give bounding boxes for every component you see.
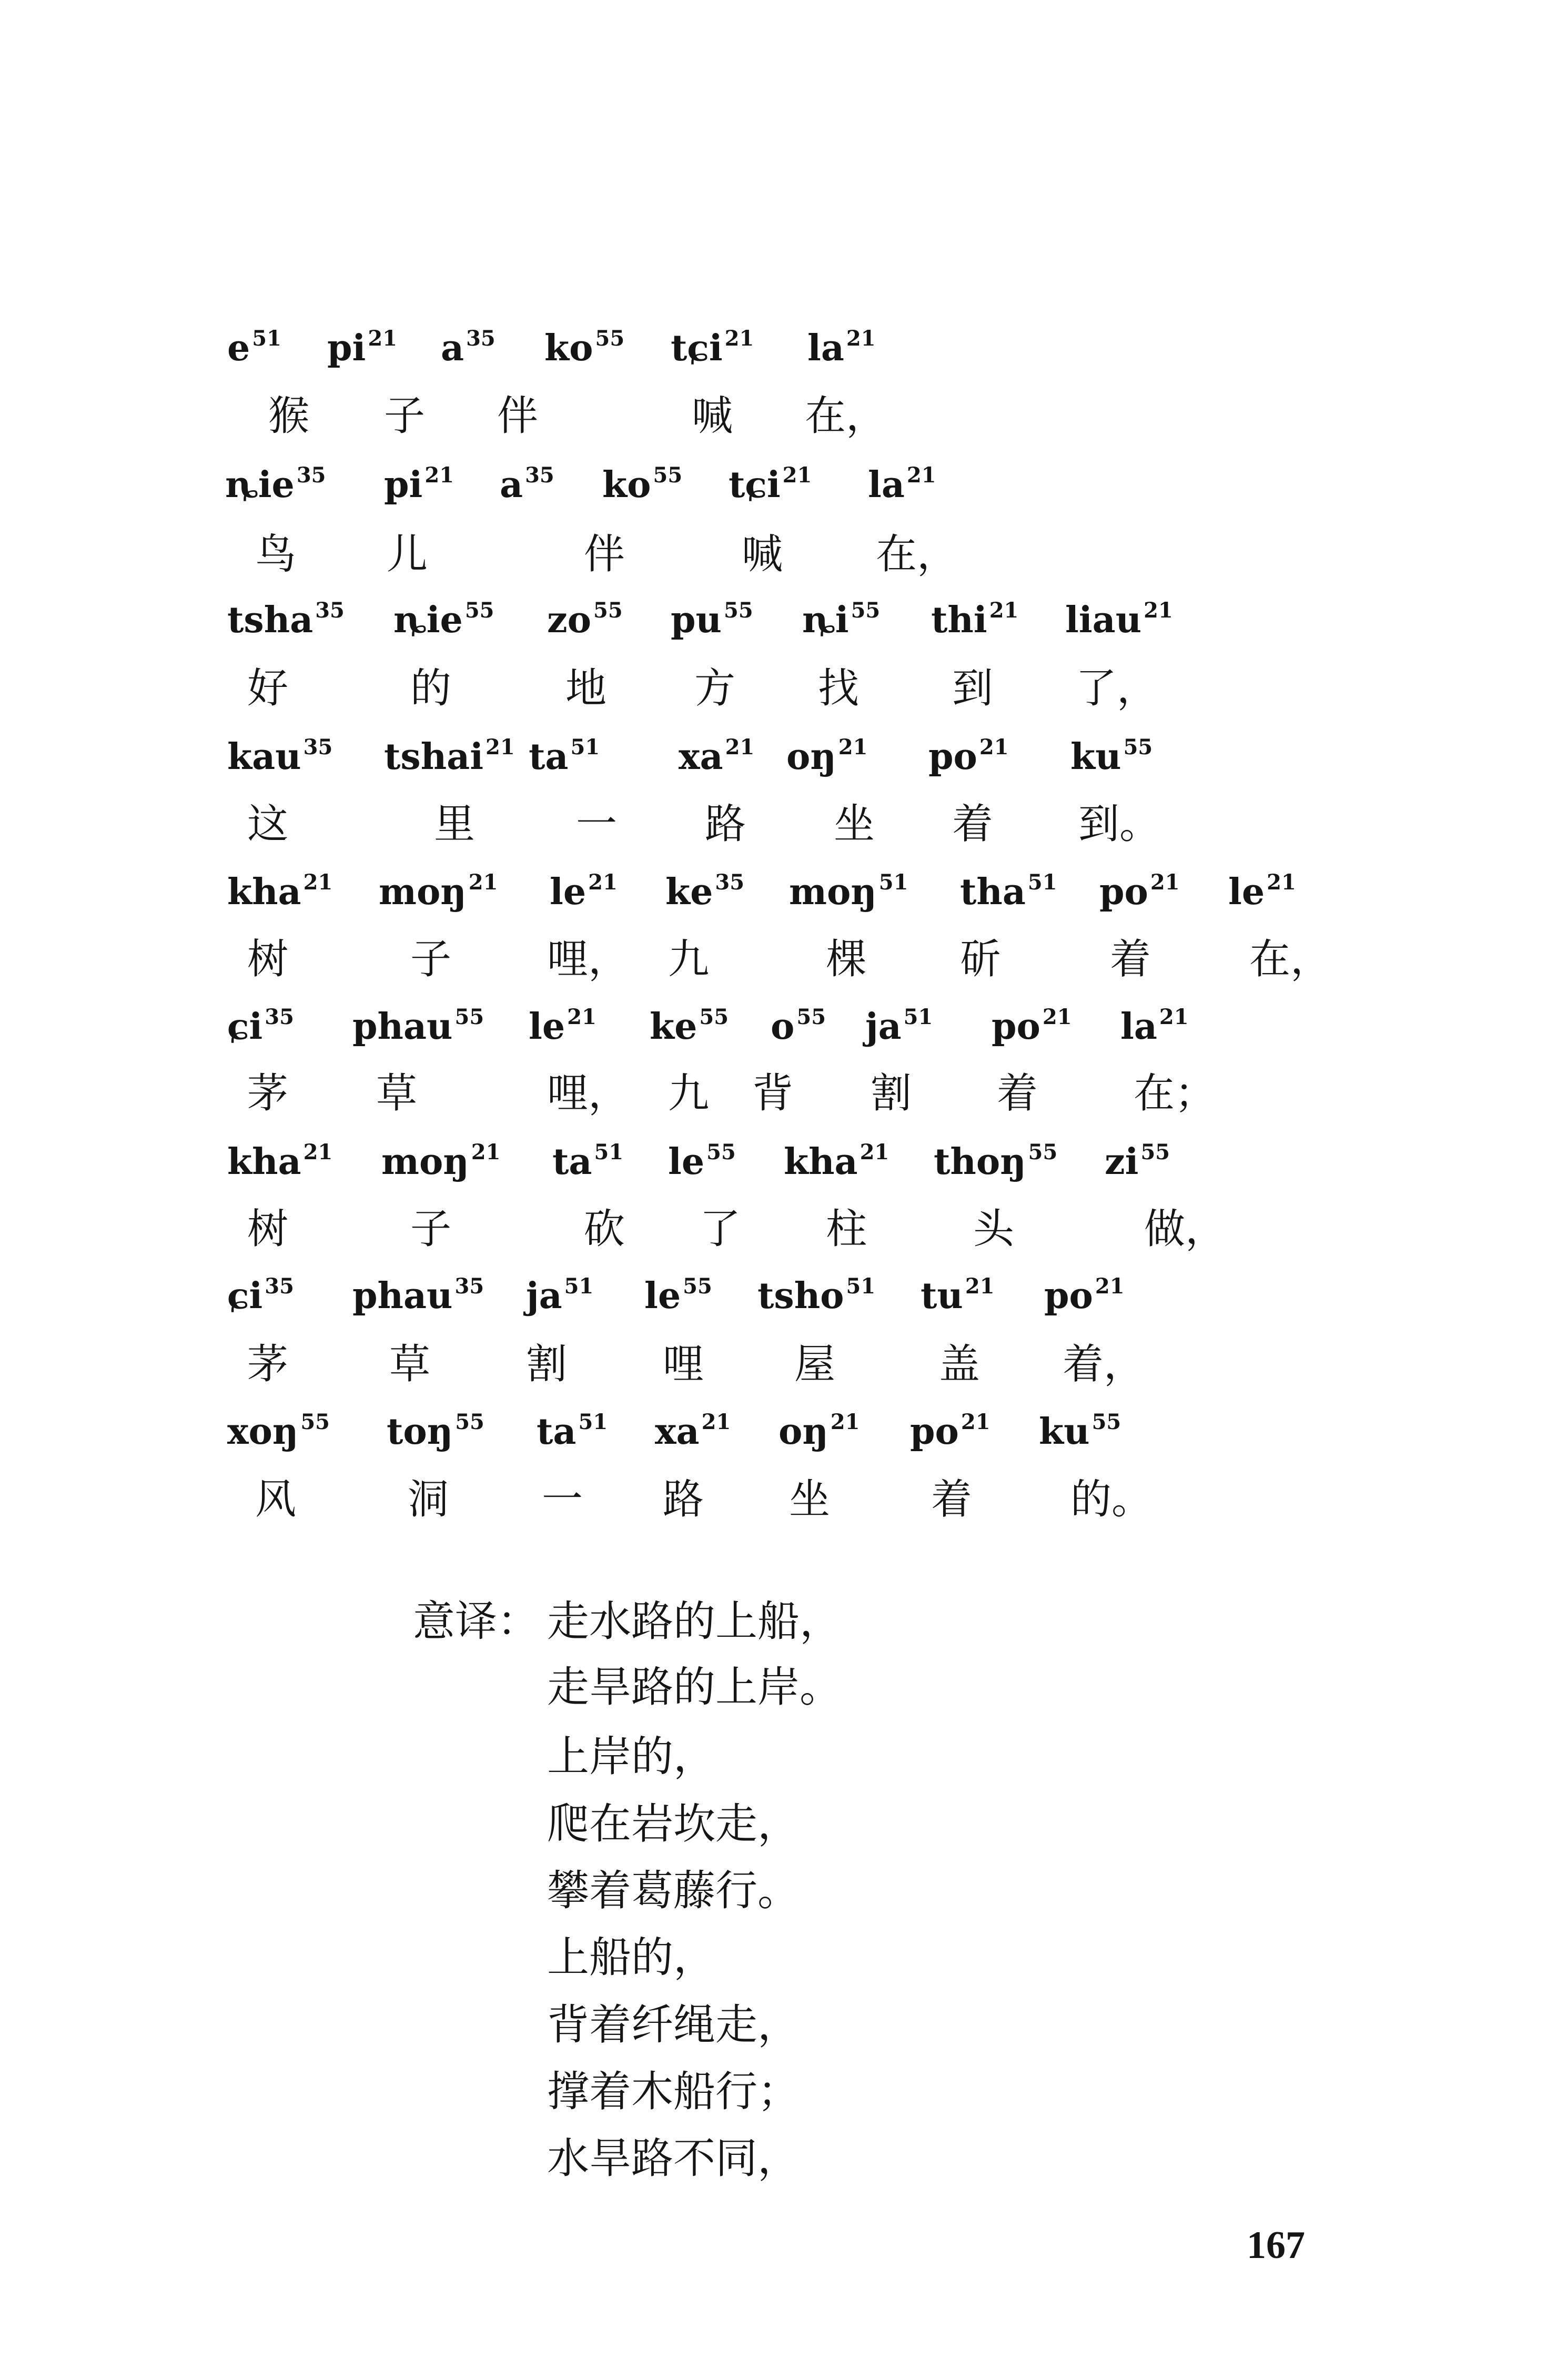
phonetic-syllable (802, 598, 881, 641)
tone-number: 51 (594, 1140, 624, 1164)
tone-number: 51 (1027, 870, 1057, 895)
translation-line: 上岸的， (547, 1732, 715, 1781)
syllable-text: thoŋ (934, 1141, 1026, 1183)
tone-number: 51 (570, 735, 600, 759)
syllable-text: xoŋ (227, 1411, 299, 1453)
syllable-text: ja (526, 1275, 562, 1317)
phonetic-syllable (928, 735, 1009, 778)
gloss-word: 哩， (547, 936, 630, 983)
phonetic-syllable (679, 735, 755, 778)
tone-number: 21 (303, 870, 333, 895)
syllable-text: tɕi (671, 327, 723, 369)
tone-number: 21 (468, 870, 498, 895)
phonetic-syllable (934, 1140, 1058, 1183)
tone-number: 55 (1028, 1140, 1058, 1164)
phonetic-syllable (227, 735, 333, 778)
syllable-text: le (668, 1141, 705, 1183)
syllable-text: kha (227, 871, 301, 913)
syllable-text: ko (544, 327, 593, 369)
phonetic-syllable (789, 870, 908, 913)
phonetic-syllable (500, 463, 554, 506)
phonetic-syllable (537, 1410, 608, 1453)
gloss-word: 在， (805, 392, 887, 440)
syllable-text: e (227, 327, 250, 369)
gloss-word: 茅 (247, 1070, 289, 1117)
phonetic-syllable (225, 463, 326, 506)
syllable-text: toŋ (387, 1411, 453, 1453)
tone-number: 55 (454, 1005, 484, 1029)
tone-number: 21 (860, 1140, 889, 1164)
syllable-text: ɕi (227, 1006, 263, 1048)
phonetic-syllable (526, 1274, 594, 1317)
gloss-word: 好 (247, 665, 289, 712)
gloss-word: 子 (410, 1206, 452, 1253)
phonetic-syllable (379, 870, 498, 913)
gloss-word: 着 (952, 801, 994, 848)
syllable-text: moŋ (379, 871, 467, 913)
syllable-text: zi (1105, 1141, 1139, 1183)
tone-number: 55 (1123, 735, 1153, 759)
gloss-word: 猴 (268, 392, 310, 440)
syllable-text: po (1044, 1275, 1093, 1317)
gloss-word: 头 (973, 1206, 1015, 1253)
syllable-text: oŋ (779, 1411, 828, 1453)
phonetic-syllable (671, 326, 754, 369)
tone-number: 35 (296, 463, 326, 488)
syllable-text: kha (784, 1141, 858, 1183)
tone-number: 21 (830, 1410, 860, 1434)
phonetic-syllable (1065, 598, 1173, 641)
gloss-word: 哩 (663, 1341, 704, 1388)
syllable-text: po (992, 1006, 1040, 1048)
phonetic-syllable (729, 463, 812, 506)
tone-number: 51 (878, 870, 908, 895)
syllable-text: phau (352, 1275, 453, 1317)
phonetic-syllable (1039, 1410, 1121, 1453)
gloss-word: 草 (389, 1341, 431, 1388)
tone-number: 55 (796, 1005, 826, 1029)
tone-number: 35 (303, 735, 333, 759)
gloss-word: 树 (247, 936, 289, 983)
phonetic-syllable (784, 1140, 889, 1183)
translation-line: 攀着葛藤行。 (547, 1866, 800, 1915)
gloss-word: 洞 (408, 1476, 449, 1523)
syllable-text: ȵie (393, 599, 463, 641)
gloss-word: 着 (997, 1070, 1038, 1117)
phonetic-syllable (529, 1005, 597, 1048)
tone-number: 51 (846, 1274, 876, 1299)
phonetic-syllable (655, 1410, 731, 1453)
gloss-word: 茅 (247, 1341, 289, 1388)
gloss-word: 九 (668, 936, 710, 983)
tone-number: 21 (1150, 870, 1180, 895)
tone-number: 21 (486, 735, 515, 759)
tone-number: 21 (368, 326, 398, 351)
tone-number: 21 (724, 326, 754, 351)
tone-number: 55 (706, 1140, 736, 1164)
tone-number: 21 (989, 598, 1019, 623)
syllable-text: o (771, 1006, 795, 1048)
syllable-text: ta (552, 1141, 592, 1183)
syllable-text: phau (352, 1006, 453, 1048)
phonetic-syllable (384, 463, 454, 506)
tone-number: 21 (906, 463, 936, 488)
syllable-text: la (1120, 1006, 1157, 1048)
tone-number: 21 (303, 1140, 333, 1164)
tone-number: 21 (1095, 1274, 1125, 1299)
syllable-text: ke (650, 1006, 697, 1048)
syllable-text: moŋ (381, 1141, 469, 1183)
gloss-word: 路 (705, 801, 746, 848)
phonetic-syllable (668, 1140, 736, 1183)
gloss-word: 一 (542, 1476, 583, 1523)
gloss-word: 到 (952, 665, 994, 712)
syllable-text: le (1228, 871, 1265, 913)
gloss-word: 树 (247, 1206, 289, 1253)
syllable-text: le (644, 1275, 681, 1317)
gloss-word: 伴 (497, 392, 539, 440)
tone-number: 21 (471, 1140, 501, 1164)
phonetic-syllable (1099, 870, 1180, 913)
gloss-word: 哩， (547, 1070, 630, 1117)
translation-label: 意译： (413, 1597, 539, 1646)
tone-number: 21 (965, 1274, 995, 1299)
tone-number: 35 (315, 598, 345, 623)
phonetic-syllable (671, 598, 753, 641)
gloss-word: 柱 (826, 1206, 867, 1253)
translation-line: 上船的， (547, 1933, 715, 1982)
phonetic-syllable (868, 463, 936, 506)
gloss-word: 这 (247, 801, 289, 848)
syllable-text: ko (602, 464, 651, 506)
gloss-word: 盖 (939, 1341, 980, 1388)
syllable-text: a (441, 327, 464, 369)
gloss-word: 子 (410, 936, 452, 983)
gloss-word: 九 (668, 1070, 710, 1117)
gloss-word: 伴 (584, 531, 625, 578)
tone-number: 21 (979, 735, 1009, 759)
gloss-word: 在， (876, 531, 958, 578)
syllable-text: moŋ (789, 871, 877, 913)
syllable-text: tu (921, 1275, 963, 1317)
syllable-text: po (910, 1411, 959, 1453)
syllable-text: po (928, 736, 977, 778)
tone-number: 55 (653, 463, 683, 488)
tone-number: 21 (567, 1005, 597, 1029)
translation-line: 爬在岩坎走， (547, 1799, 800, 1848)
syllable-text: ke (665, 871, 713, 913)
syllable-text: kau (227, 736, 301, 778)
syllable-text: ȵie (225, 464, 295, 506)
tone-number: 21 (1159, 1005, 1189, 1029)
phonetic-syllable (227, 1140, 333, 1183)
gloss-word: 了 (700, 1206, 741, 1253)
phonetic-syllable (1070, 735, 1153, 778)
phonetic-syllable (779, 1410, 860, 1453)
syllable-text: thi (931, 599, 987, 641)
gloss-word: 的。 (1070, 1476, 1153, 1523)
syllable-text: po (1099, 871, 1148, 913)
gloss-word: 屋 (794, 1341, 836, 1388)
tone-number: 55 (464, 598, 494, 623)
syllable-text: ȵi (802, 599, 849, 641)
syllable-text: ɕi (227, 1275, 263, 1317)
tone-number: 35 (265, 1005, 294, 1029)
syllable-text: le (550, 871, 587, 913)
gloss-word: 路 (663, 1476, 704, 1523)
syllable-text: pu (671, 599, 722, 641)
phonetic-syllable (352, 1005, 484, 1048)
phonetic-syllable (960, 870, 1057, 913)
tone-number: 21 (961, 1410, 990, 1434)
syllable-text: tɕi (729, 464, 781, 506)
phonetic-syllable (602, 463, 683, 506)
tone-number: 21 (846, 326, 876, 351)
phonetic-syllable (1044, 1274, 1125, 1317)
gloss-word: 斫 (960, 936, 1002, 983)
tone-number: 55 (1091, 1410, 1121, 1434)
tone-number: 55 (1140, 1140, 1170, 1164)
gloss-word: 坐 (789, 1476, 831, 1523)
translation-line: 背着纤绳走， (547, 2000, 800, 2049)
phonetic-syllable (227, 1274, 294, 1317)
syllable-text: ja (865, 1006, 902, 1048)
gloss-word: 砍 (584, 1206, 625, 1253)
gloss-word: 棵 (826, 936, 867, 983)
syllable-text: pi (327, 327, 366, 369)
translation-line: 走水路的上船， (547, 1597, 842, 1646)
syllable-text: tsho (757, 1275, 844, 1317)
translation-line: 走旱路的上岸。 (547, 1663, 842, 1711)
syllable-text: zo (547, 599, 591, 641)
phonetic-syllable (327, 326, 398, 369)
phonetic-syllable (921, 1274, 995, 1317)
phonetic-syllable (1228, 870, 1296, 913)
phonetic-syllable (931, 598, 1019, 641)
phonetic-syllable (786, 735, 868, 778)
tone-number: 21 (701, 1410, 731, 1434)
gloss-word: 着， (1063, 1341, 1145, 1388)
tone-number: 55 (699, 1005, 729, 1029)
phonetic-syllable (387, 1410, 484, 1453)
tone-number: 21 (1042, 1005, 1072, 1029)
gloss-word: 鸟 (255, 531, 297, 578)
syllable-text: xa (679, 736, 723, 778)
tone-number: 55 (724, 598, 753, 623)
phonetic-syllable (227, 326, 281, 369)
gloss-word: 割 (526, 1341, 568, 1388)
gloss-word: 的 (410, 665, 452, 712)
phonetic-syllable (865, 1005, 933, 1048)
phonetic-syllable (529, 735, 600, 778)
tone-number: 55 (593, 598, 623, 623)
tone-number: 21 (1267, 870, 1296, 895)
tone-number: 35 (454, 1274, 484, 1299)
gloss-word: 在； (1134, 1070, 1216, 1117)
gloss-word: 里 (434, 801, 476, 848)
syllable-text: tha (960, 871, 1026, 913)
tone-number: 55 (851, 598, 881, 623)
gloss-word: 割 (871, 1070, 912, 1117)
tone-number: 35 (715, 870, 745, 895)
tone-number: 35 (265, 1274, 294, 1299)
gloss-word: 地 (565, 665, 607, 712)
gloss-word: 到。 (1078, 801, 1161, 848)
tone-number: 55 (300, 1410, 330, 1434)
phonetic-syllable (665, 870, 745, 913)
phonetic-syllable (384, 735, 515, 778)
tone-number: 51 (578, 1410, 608, 1434)
gloss-word: 喊 (742, 531, 783, 578)
tone-number: 21 (782, 463, 812, 488)
gloss-word: 在， (1249, 936, 1332, 983)
gloss-word: 方 (694, 665, 736, 712)
gloss-word: 做， (1144, 1206, 1227, 1253)
phonetic-syllable (381, 1140, 501, 1183)
tone-number: 21 (725, 735, 755, 759)
phonetic-syllable (441, 326, 496, 369)
tone-number: 55 (595, 326, 625, 351)
phonetic-syllable (227, 870, 333, 913)
tone-number: 51 (903, 1005, 933, 1029)
tone-number: 51 (564, 1274, 594, 1299)
phonetic-syllable (550, 870, 618, 913)
translation-line: 撑着木船行； (547, 2067, 800, 2116)
phonetic-syllable (910, 1410, 990, 1453)
phonetic-syllable (1105, 1140, 1170, 1183)
syllable-text: tshai (384, 736, 484, 778)
tone-number: 21 (588, 870, 618, 895)
gloss-word: 子 (384, 392, 426, 440)
syllable-text: pi (384, 464, 423, 506)
tone-number: 35 (525, 463, 554, 488)
syllable-text: ta (529, 736, 569, 778)
phonetic-syllable (393, 598, 494, 641)
phonetic-syllable (650, 1005, 729, 1048)
gloss-word: 着 (931, 1476, 973, 1523)
gloss-word: 坐 (834, 801, 875, 848)
syllable-text: oŋ (786, 736, 836, 778)
phonetic-syllable (992, 1005, 1072, 1048)
syllable-text: le (529, 1006, 565, 1048)
syllable-text: kha (227, 1141, 301, 1183)
syllable-text: la (807, 327, 844, 369)
gloss-word: 着 (1110, 936, 1151, 983)
phonetic-syllable (1120, 1005, 1189, 1048)
tone-number: 21 (1144, 598, 1173, 623)
phonetic-syllable (227, 598, 345, 641)
syllable-text: a (500, 464, 523, 506)
phonetic-syllable (227, 1005, 294, 1048)
syllable-text: ta (537, 1411, 577, 1453)
gloss-word: 找 (818, 665, 860, 712)
phonetic-syllable (227, 1410, 330, 1453)
phonetic-syllable (644, 1274, 712, 1317)
phonetic-syllable (757, 1274, 876, 1317)
tone-number: 55 (455, 1410, 484, 1434)
tone-number: 55 (683, 1274, 712, 1299)
syllable-text: liau (1065, 599, 1142, 641)
gloss-word: 一 (576, 801, 618, 848)
phonetic-syllable (547, 598, 623, 641)
gloss-word: 了， (1076, 665, 1158, 712)
tone-number: 51 (252, 326, 281, 351)
tone-number: 21 (424, 463, 454, 488)
gloss-word: 草 (376, 1070, 418, 1117)
gloss-word: 风 (255, 1476, 297, 1523)
phonetic-syllable (807, 326, 876, 369)
phonetic-syllable (552, 1140, 624, 1183)
gloss-word: 背 (752, 1070, 794, 1117)
phonetic-syllable (352, 1274, 484, 1317)
syllable-text: tsha (227, 599, 314, 641)
syllable-text: ku (1070, 736, 1121, 778)
tone-number: 35 (466, 326, 496, 351)
translation-line: 水旱路不同， (547, 2134, 800, 2183)
syllable-text: ku (1039, 1411, 1090, 1453)
syllable-text: la (868, 464, 905, 506)
page-number: 167 (1247, 2224, 1305, 2267)
syllable-text: xa (655, 1411, 700, 1453)
gloss-word: 儿 (387, 531, 428, 578)
tone-number: 21 (838, 735, 868, 759)
phonetic-syllable (771, 1005, 826, 1048)
phonetic-syllable (544, 326, 625, 369)
gloss-word: 喊 (692, 392, 733, 440)
